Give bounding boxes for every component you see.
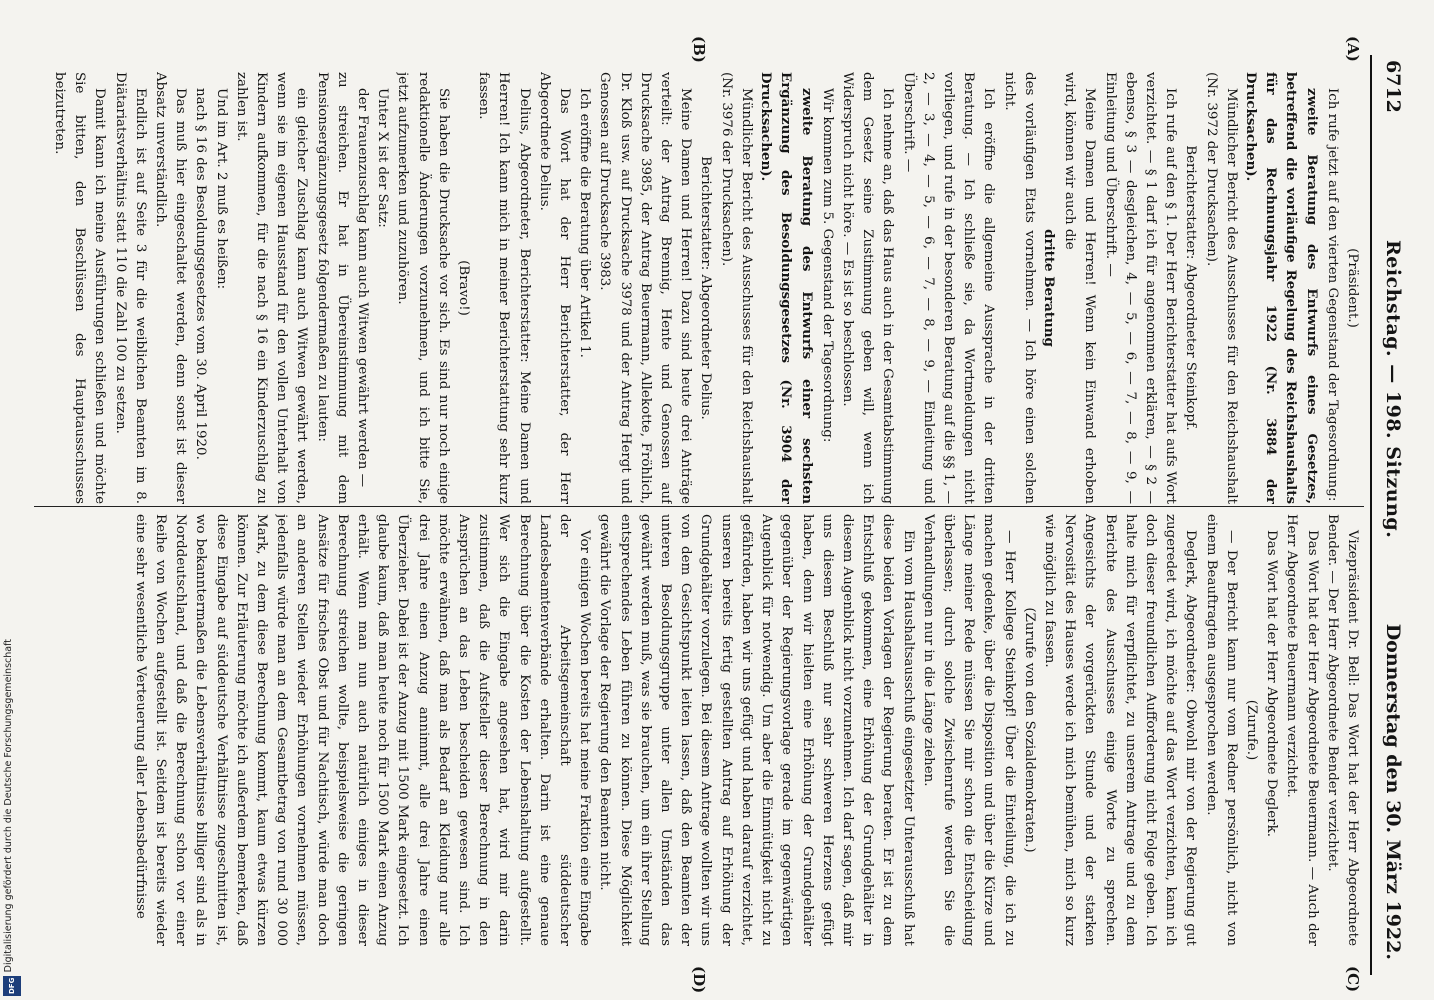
right-column [22, 514, 1362, 946]
interjection: (Bravo!) [456, 260, 472, 316]
agenda-item-title: zweite Beratung des Entwurfs einer sechsten Ergänzung des Besoldungsgesetzes (Nr. 3904 der Drucksachen). [758, 72, 815, 504]
funding-note: Digitalisierung gefördert durch die Deutsche Forschungsgemeinschaft [3, 638, 14, 972]
paragraph: Endlich ist auf Seite 3 für die weiblichen Beamten im 8. Diätariatsverhältnis statt 110 die Zahl 100 zu setzen. [112, 72, 148, 504]
header-rule [1370, 55, 1372, 975]
paragraph: Unter X ist der Satz: [375, 88, 391, 228]
section-heading: dritte Beratung [1040, 229, 1057, 347]
paragraph: Ich rufe jetzt auf den vierten Gegenstand der Tagesordnung: [1324, 88, 1340, 502]
margin-marker-d: (D) [690, 966, 708, 994]
column-divider [34, 506, 1364, 507]
interjection: (Zurufe von den Sozialdemokraten.) [1021, 607, 1037, 853]
paragraph: — Der Bericht kann nur vom Redner persönlich, nicht von einem Beauftragten ausgesprochen werden. [1203, 514, 1239, 946]
rapporteur-line: Berichterstatter: Abgeordneter Steinkopf. [1183, 145, 1199, 431]
paragraph: Mündlicher Bericht des Ausschusses für den Reichshaushalt (Nr. 3972 der Drucksachen). [1203, 72, 1239, 504]
quoted-text: nach § 16 des Besoldungsgesetzes vom 30. April 1920. [193, 88, 209, 460]
rapporteur-line: Berichterstatter: Abgeordneter Delius. [698, 156, 714, 420]
paragraph: zu streichen. Er hat in Übereinstimmung mit dem Pensionsergänzungsgesetz folgendermaßen zu lauten: [314, 72, 350, 504]
paragraph: Damit kann ich meine Ausführungen schließen und möchte Sie bitten, den Beschlüssen des Hauptausschusses beizutreten. [52, 72, 108, 504]
paragraph: Meine Damen und Herren! Dazu sind heute drei Anträge verteilt: der Antrag Brennig, Hente und Genossen auf Drucksache 3985, der Antrag Beuermann, Allekotte, Fröhlich, Dr. Kloß usw. auf Drucksache 3978 und der Antrag Hergt und Genossen auf Drucksache 3983. [597, 72, 694, 504]
digitization-footer [0, 0, 24, 1000]
paragraph: Und im Art. 2 muß es heißen: [213, 88, 229, 290]
margin-marker-a: (A) [1344, 36, 1362, 62]
paragraph: Wir kommen zum 5. Gegenstand der Tagesordnung: [819, 88, 835, 443]
paragraph: Das Wort hat der Herr Berichterstatter, der Herr Abgeordnete Delius. [536, 72, 573, 504]
paragraph: Meine Damen und Herren! Wenn kein Einwand erhoben wird, können wir auch die [1062, 72, 1098, 504]
paragraph: Ich rufe auf den § 1. Der Herr Berichterstatter hat aufs Wort verzichtet. — § 1 darf ich für angenommen erklären, — § 2 — ebenso, § 3 — desgleichen, 4, — 5, — 6, — 7, — 8, — 9, — Einleitung und Überschrift. — [1102, 72, 1179, 504]
quoted-text: ein gleicher Zuschlag kann auch Witwen gewährt werden, wenn sie im eigenen Hausstand für den vollen Unterhalt von Kindern aufkommen, für die nach § 16 ein Kinderzuschlag zu zahlen ist. [233, 72, 310, 504]
speaker-paragraph: Vizepräsident Dr. Bell: Das Wort hat der Herr Abgeordnete Bender. — Der Herr Abgeordnete Bender verzichtet. [1324, 514, 1360, 946]
paragraph: (Präsident.) [1345, 248, 1360, 328]
page-header [1374, 60, 1408, 960]
header-date: Donnerstag den 30. März 1922. [1382, 623, 1404, 960]
paragraph: des vorläufigen Etats vornehmen. — Ich höre einen solchen nicht. [1001, 72, 1037, 504]
paragraph: Das Wort hat der Herr Abgeordnete Deglerk. [1264, 530, 1280, 837]
paragraph: Vor einigen Wochen bereits hat meine Fraktion eine Eingabe der Arbeitsgemeinschaft süddeutscher Landesbeamtenverbände erhalten. Darin ist eine genaue Berechnung über die Kosten der Lebenshaltung aufgestellt. Wer sich die Eingabe angesehen hat, wird mir darin zustimmen, daß die Aufsteller dieser Berechnung in den Ansprüchen an das Leben bescheiden gewesen sind. Ich möchte erwähnen, daß man als Bedarf an Kleidung nur alle drei Jahre einen Anzug annimmt, alle drei Jahre einen Überzieher. Dabei ist der Anzug mit 1500 Mark eingesetzt. Ich glaube kaum, daß man heute noch für 1500 Mark einen Anzug erhält. Wenn man nun auch natürlich einiges in dieser Berechnung streichen wollte, beispielsweise die geringen Ansätze für frisches Obst und für Nachtisch, würde man doch an anderen Stellen wieder Erhöhungen vornehmen müssen, jedenfalls würde man an dem Gesamtbetrag von rund 30 000 Mark, zu dem diese Berechnung kommt, kaum etwas kürzen können. Zur Erläuterung möchte ich außerdem bemerken, daß diese Eingabe auf süddeutsche Verhältnisse zugeschnitten ist, wo bekanntermaßen die Lebensverhältnisse billiger sind als in Norddeutschland, und daß die Berechnung schon vor einer Reihe von Wochen aufgestellt ist. Seitdem ist bereits wieder eine sehr wesentliche Verteuerung aller Lebensbedürfnisse [132, 514, 593, 946]
margin-marker-b: (B) [690, 36, 708, 63]
speaker-paragraph: Deglerk, Abgeordneter: Obwohl mir von der Regierung gut zugeredet wird, ich möchte auf das Wort verzichten, kann ich doch dieser freundlichen Aufforderung nicht Folge geben. Ich halte mich für verpflichtet, zu unserem Antrage und zu dem Berichte des Ausschusses einige Worte zu sprechen. Angesichts der vorgerückten Stunde und der starken Nervosität des Hauses werde ich mich bemühen, mich so kurz wie möglich zu fassen. [1041, 514, 1199, 946]
paragraph: Das Wort hat der Herr Abgeordnete Beuermann. — Auch der Herr Abgeordnete Beuermann verzichtet. [1284, 514, 1320, 946]
left-column [22, 72, 1362, 504]
interjection: (Zurufe.) [1243, 699, 1259, 761]
margin-marker-c: (C) [1344, 966, 1362, 993]
speaker-paragraph: Delius, Abgeordneter, Berichterstatter: Meine Damen und Herren! Ich kann mich in meiner Berichterstattung sehr kurz fassen. [476, 72, 532, 504]
paragraph: Ich eröffne die Beratung über Artikel 1. [577, 88, 593, 358]
quoted-text: der Frauenzuschlag kann auch Witwen gewährt werden — [355, 88, 371, 487]
header-title: Reichstag. — 198. Sitzung. [1382, 240, 1404, 539]
paragraph: — Herr Kollege Steinkopf! Über die Einteilung, die ich zu machen gedenke, über die Disposition und über die Kürze und Länge meiner Rede müssen Sie mir schon die Entscheidung überlassen; durch solche Zwischenrufe werden Sie die Verhandlungen nur in die Länge ziehen. [920, 514, 1017, 946]
paragraph: Sie haben die Drucksache vor sich. Es sind nur noch einige redaktionelle Änderungen vorzunehmen, und ich bitte Sie, jetzt aufzumerken und zuzuhören. [395, 72, 451, 504]
paragraph: Ein vom Haushaltsausschuß eingesetzter Unterausschuß hat diese beiden Vorlagen der Regierung beraten. Er ist zu dem Entschluß gekommen, eine Erhöhung der Grundgehälter in diesem Augenblick nicht vorzunehmen. Ich darf sagen, daß mir uns diesem Beschluß nur sehr schweren Herzens gefügt haben, denn wir hielten eine Erhöhung der Grundgehälter gegenüber der Regierungsvorlage gerade im gegenwärtigen Augenblick für notwendig. Um aber die Einmütigkeit nicht zu gefährden, haben wir uns gefügt und haben darauf verzichtet, unseren bereits fertig gestellten Antrag auf Erhöhung der Grundgehälter vorzulegen. Bei diesem Antrage wollten wir uns von dem Gesichtspunkt leiten lassen, daß den Beamten der unteren Besoldungsgruppe unter allen Umständen das gewährt werden muß, was sie brauchen, um ein ihrer Stellung entsprechendes Leben führen zu können. Diese Möglichkeit gewährt die Vorlage der Regierung den Beamten nicht. [597, 514, 916, 946]
paragraph: Ich nehme an, daß das Haus auch in der Gesamtabstimmung dem Gesetz seine Zustimmung geben will, wenn ich Widerspruch nicht höre. — Es ist so beschlossen. [839, 72, 896, 504]
paragraph: Ich eröffne die allgemeine Aussprache in der dritten Beratung. — Ich schließe sie, da Wortmeldungen nicht vorliegen, und rufe in der besonderen Beratung auf die §§ 1, — 2, — 3, — 4, — 5, — 6, — 7, — 8, — 9, — Einleitung und Überschrift. — [900, 72, 997, 504]
page-number: 6712 [1382, 60, 1404, 113]
paragraph: Mündlicher Bericht des Ausschusses für den Reichshaushalt (Nr. 3976 der Drucksachen). [718, 72, 754, 504]
paragraph: Das muß hier eingeschaltet werden, denn sonst ist dieser Absatz unverständlich. [153, 72, 189, 504]
agenda-item-title: zweite Beratung des Entwurfs eines Gesetzes, betreffend die vorläufige Regelung des Reichshaushalts für das Rechnungsjahr 1922 (Nr. 3884 der Drucksachen). [1242, 72, 1320, 504]
dfg-logo: DFG [3, 976, 21, 996]
